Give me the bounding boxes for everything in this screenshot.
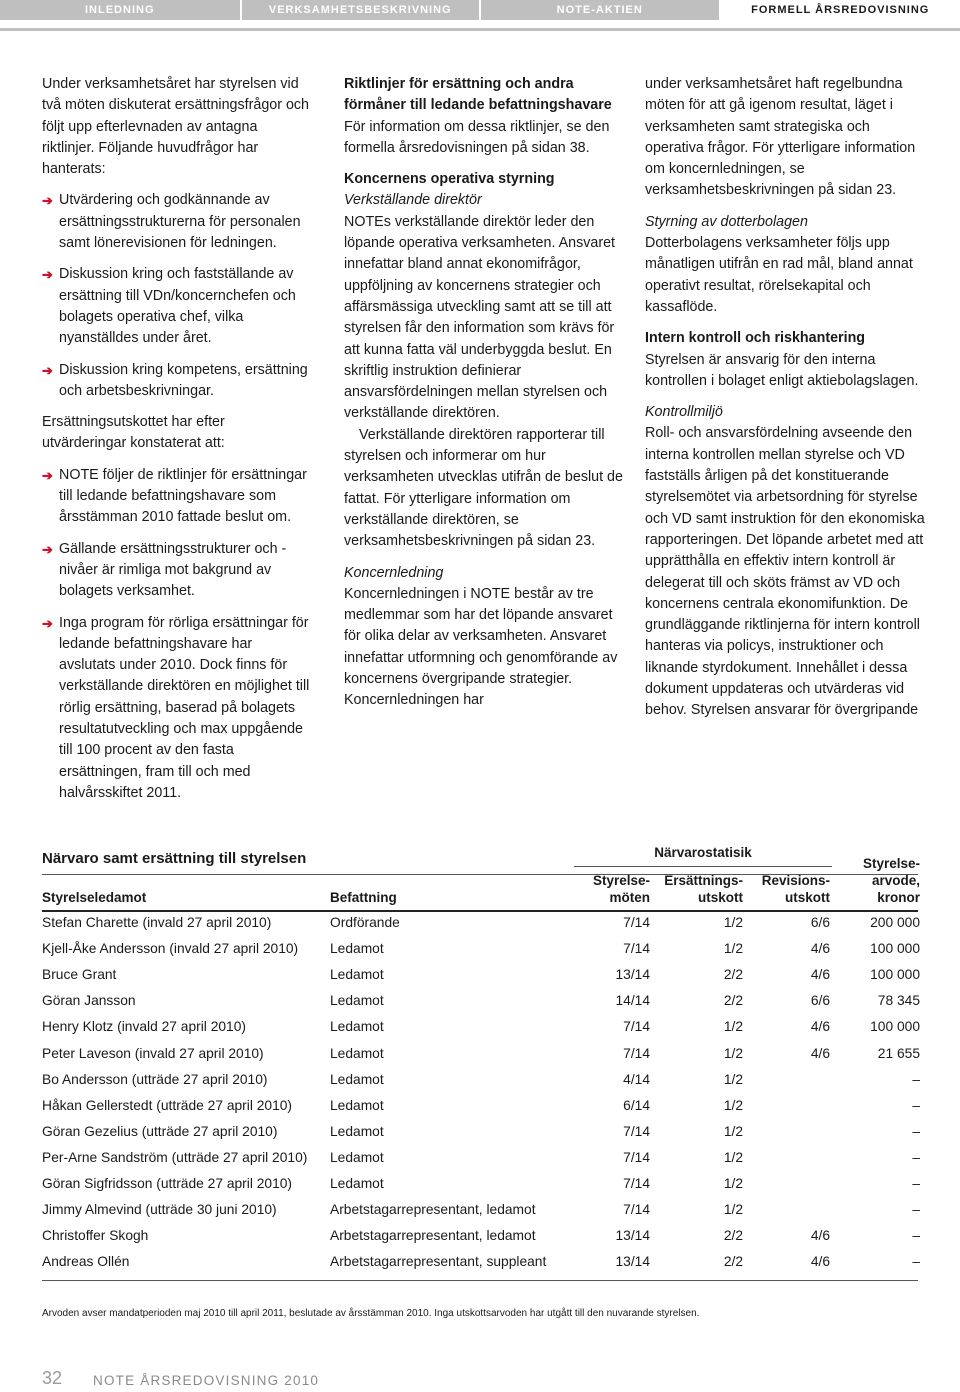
cell-comp-committee: 1/2 [723,1097,743,1113]
cell-comp-committee: 2/2 [723,1228,743,1244]
header-line: Styrelse- [592,873,650,888]
cell-board-meetings: 13/14 [615,967,650,983]
table-row [0,941,960,967]
bullet-item [42,190,310,254]
cell-board-meetings: 7/14 [623,1045,650,1061]
tab-formell-arsredovisning[interactable]: FORMELL ÅRSREDOVISNING [721,0,960,20]
subheading: Kontrollmiljö [645,404,723,421]
cell-board-fee: 100 000 [870,1019,920,1035]
cell-audit-committee: 4/6 [810,967,830,983]
text-column-2 [344,74,624,712]
header-line: Revisions- [761,873,830,888]
text-column-3 [645,74,925,722]
cell-member-name: Göran Gezelius (utträde 27 april 2010) [42,1123,278,1139]
header-line: kronor [877,890,920,905]
bullet-item [42,465,310,529]
paragraph: Under verksamhetsåret har styrelsen vid två möten diskuterat ersättningsfrågor och följt upp efterlevnaden av antagna riktlinjer. Följande huvudfrågor har hanterats: [42,76,310,178]
cell-board-fee: – [912,1149,920,1165]
cell-member-name: Stefan Charette (invald 27 april 2010) [42,915,272,930]
subheading: Koncernledning [344,564,444,581]
cell-position: Arbetstagarrepresentant, ledamot [330,1202,536,1218]
header-line: Ersättnings- [664,873,743,888]
table-bottom-rule [42,1280,918,1281]
cell-position: Ledamot [330,1176,384,1191]
cell-position: Ordförande [330,915,400,930]
cell-position: Ledamot [330,1019,384,1035]
cell-position: Arbetstagarrepresentant, suppleant [330,1254,547,1270]
bullet-item [42,613,310,805]
bullet-item [42,360,310,403]
paragraph: Verkställande direktören rapporterar till styrelsen och informerar om hur verksamheten utvecklas utifrån de beslut de fattat. För ytterligare information om verkställande direktören, se verksamhetsbeskrivningen på sidan 23. [344,426,623,550]
cell-board-fee: 200 000 [870,915,920,930]
cell-member-name: Henry Klotz (invald 27 april 2010) [42,1019,246,1035]
cell-member-name: Håkan Gellerstedt (utträde 27 april 2010) [42,1097,293,1113]
cell-comp-committee: 1/2 [723,1045,743,1061]
cell-audit-committee: 4/6 [810,1254,830,1270]
cell-board-fee: – [912,1097,920,1113]
cell-comp-committee: 1/2 [723,1019,743,1035]
tab-verksamhetsbeskrivning[interactable]: VERKSAMHETSBESKRIVNING [242,0,480,20]
cell-comp-committee: 2/2 [723,993,743,1009]
table-row [0,993,960,1019]
cell-board-fee: – [912,1071,920,1087]
cell-board-meetings: 7/14 [623,1149,650,1165]
table-row [0,1098,960,1124]
cell-comp-committee: 1/2 [723,1071,743,1087]
cell-board-meetings: 13/14 [615,1254,650,1270]
cell-board-meetings: 7/14 [623,1176,650,1191]
cell-board-meetings: 7/14 [623,915,650,930]
cell-position: Ledamot [330,993,384,1009]
cell-member-name: Bo Andersson (utträde 27 april 2010) [42,1071,268,1087]
group-header-rule [574,866,832,867]
bullet-text: NOTE följer de riktlinjer för ersättningar till ledande befattningshavare som årsstämman 2010 fattade beslut om. [59,466,307,526]
cell-member-name: Jimmy Almevind (utträde 30 juni 2010) [42,1202,277,1218]
cell-member-name: Göran Sigfridsson (utträde 27 april 2010) [42,1176,293,1191]
cell-position: Ledamot [330,1045,384,1061]
cell-board-fee: 21 655 [877,1045,920,1061]
header-line: möten [609,890,650,905]
table-row [0,915,960,941]
cell-member-name: Peter Laveson (invald 27 april 2010) [42,1045,264,1061]
tab-inledning[interactable]: INLEDNING [0,0,240,20]
cell-board-meetings: 13/14 [615,1228,650,1244]
cell-audit-committee: 6/6 [810,915,830,930]
paragraph: För information om dessa riktlinjer, se den formella årsredovisningen på sidan 38. [344,118,610,156]
cell-member-name: Bruce Grant [42,967,117,983]
section-heading: Intern kontroll och riskhantering [645,330,866,347]
paragraph: NOTEs verkställande direktör leder den löpande operativa verksamheten. Ansvaret innefattar bland annat ekonomifrågor, uppföljning av koncernens strategier och affärsmässiga utveckling samt att se till att styrelsen får den information som krävs för att kunna fatta väl underbyggda beslut. En skriftlig instruktion definierar ansvarsfördelningen mellan styrelsen och verkställande direktören. [344,213,616,422]
table-row [0,1046,960,1072]
cell-board-meetings: 4/14 [623,1071,650,1087]
paragraph: Roll- och ansvarsfördelning avseende den interna kontrollen mellan styrelse och VD fastställs årligen på det konstituerande styrelsemötet via arbetsordning för styrelse och VD samt instruktion för den ekonomiska rapporteringen. Det löpande arbetet med att upprätthålla en effektiv intern kontroll är delegerat till och sköts främst av VD och koncernens centrala ekonomifunktion. De grundläggande riktlinjerna för intern kontroll hanteras via policys, instruktioner och liknande styrdokument. Innehållet i dessa dokument uppdateras och utvärderas vid behov. Styrelsen ansvarar för övergripande [645,425,925,719]
cell-board-fee: – [912,1254,920,1270]
header-line: utskott [785,890,830,905]
bullet-text: Utvärdering och godkännande av ersättningsstrukturerna för personalen samt lönerevisionen för ledningen. [59,192,301,252]
cell-member-name: Kjell-Åke Andersson (invald 27 april 2010) [42,941,299,957]
cell-position: Ledamot [330,1123,384,1139]
cell-comp-committee: 1/2 [723,1176,743,1191]
paragraph: under verksamhetsåret haft regelbundna möten för att gå igenom resultat, läget i verksamheten samt strategiska och operativa frågor. För ytterligare information om koncernledningen, se verksamhetsbeskrivningen på sidan 23. [645,76,916,199]
col-header-board-fee [863,855,920,906]
cell-comp-committee: 1/2 [723,1202,743,1218]
table-group-header: Närvarostatisik [654,845,752,860]
cell-board-fee: – [912,1123,920,1139]
cell-board-meetings: 6/14 [623,1097,650,1113]
cell-comp-committee: 2/2 [723,967,743,983]
bullet-text: Inga program för rörliga ersättningar för ledande befattningshavare har avslutats under 2010. Dock finns för verkställande direktören en möjlighet till rörlig ersättning, baserad på bolagets resultatutveckling och max uppgående till 100 procent av den fasta ersättningen, fram till och med halvårsskiftet 2011. [59,614,310,801]
cell-position: Ledamot [330,941,384,957]
table-row [0,1072,960,1098]
table-row [0,1254,960,1280]
cell-comp-committee: 2/2 [723,1254,743,1270]
section-heading: Riktlinjer för ersättning och andra förmåner till ledande befattningshavare [344,76,612,114]
col-header-meetings [593,872,650,906]
text-column-1 [42,74,310,804]
bullet-item [42,264,310,349]
table-row [0,1019,960,1045]
cell-audit-committee: 4/6 [810,1019,830,1035]
table-footnote: Arvoden avser mandatperioden maj 2010 till april 2011, beslutade av årsstämman 2010. Inga utskottsarvoden har utgått till den nuvarande styrelsen. [42,1308,700,1319]
cell-audit-committee: 4/6 [810,1045,830,1061]
cell-member-name: Christoffer Skogh [42,1228,149,1244]
publication-name: NOTE ÅRSREDOVISNING 2010 [93,1373,320,1388]
cell-board-fee: 78 345 [877,993,920,1009]
cell-position: Ledamot [330,1149,384,1165]
bullet-text: Gällande ersättningsstrukturer och -nivåer är rimliga mot bakgrund av bolagets verksamhet. [59,540,287,600]
section-heading: Koncernens operativa styrning [344,171,555,188]
cell-member-name: Per-Arne Sandström (utträde 27 april 2010) [42,1149,308,1165]
cell-board-meetings: 7/14 [623,941,650,957]
subheading: Styrning av dotterbolagen [645,213,808,230]
arrow-right-icon: ➔ [42,541,53,557]
col-header-comp-committee [664,872,743,906]
nav-divider [0,28,960,31]
cell-member-name: Göran Jansson [42,993,136,1009]
table-row [0,1202,960,1228]
arrow-right-icon: ➔ [42,467,53,483]
cell-board-fee: – [912,1228,920,1244]
arrow-right-icon: ➔ [42,615,53,631]
cell-board-fee: – [912,1202,920,1218]
table-row [0,967,960,993]
table-header-rule [42,910,918,912]
cell-board-meetings: 7/14 [623,1123,650,1139]
cell-position: Arbetstagarrepresentant, ledamot [330,1228,536,1244]
col-header-name: Styrelseledamot [42,890,147,905]
table-title: Närvaro samt ersättning till styrelsen [42,850,307,867]
cell-comp-committee: 1/2 [723,915,743,930]
paragraph: Koncernledningen i NOTE består av tre medlemmar som har det löpande ansvaret för olika delar av verksamheten. Ansvaret innefattar utformning och genomförande av koncernens övergripande strategier. Koncernledningen har [344,585,618,709]
cell-board-fee: – [912,1176,920,1191]
cell-board-meetings: 14/14 [615,993,650,1009]
arrow-right-icon: ➔ [42,362,53,378]
paragraph: Dotterbolagens verksamheter följs upp månatligen utifrån en rad mål, bland annat operativt resultat, rörelsekapital och kassaflöde. [645,235,913,315]
bullet-text: Diskussion kring och fastställande av ersättning till VDn/koncernchefen och bolagets operativa chef, vilka nyanställdes under året. [59,266,296,347]
cell-audit-committee: 6/6 [810,993,830,1009]
cell-audit-committee: 4/6 [810,941,830,957]
cell-board-fee: 100 000 [870,941,920,957]
header-line: Styrelse- [862,856,920,871]
cell-board-meetings: 7/14 [623,1202,650,1218]
cell-position: Ledamot [330,967,384,983]
header-line: arvode, [871,873,920,888]
cell-board-meetings: 7/14 [623,1019,650,1035]
arrow-right-icon: ➔ [42,267,53,283]
tab-note-aktien[interactable]: NOTE-AKTIEN [481,0,719,20]
col-header-position: Befattning [330,890,397,905]
section-nav [0,0,960,28]
cell-comp-committee: 1/2 [723,1149,743,1165]
col-header-audit-committee [762,872,830,906]
paragraph: Ersättningsutskottet har efter utvärderingar konstaterat att: [42,414,225,452]
table-row [0,1228,960,1254]
bullet-item [42,539,310,603]
bullet-text: Diskussion kring kompetens, ersättning och arbetsbeskrivningar. [59,361,308,399]
cell-comp-committee: 1/2 [723,941,743,957]
cell-position: Ledamot [330,1071,384,1087]
paragraph: Styrelsen är ansvarig för den interna kontrollen i bolaget enligt aktiebolagslagen. [645,351,919,389]
cell-board-fee: 100 000 [870,967,920,983]
arrow-right-icon: ➔ [42,193,53,209]
subheading: Verkställande direktör [344,192,482,209]
table-row [0,1176,960,1202]
header-line: utskott [698,890,743,905]
cell-member-name: Andreas Ollén [42,1254,130,1270]
table-row [0,1124,960,1150]
cell-comp-committee: 1/2 [723,1123,743,1139]
cell-position: Ledamot [330,1097,384,1113]
page-number: 32 [42,1368,63,1388]
cell-audit-committee: 4/6 [810,1228,830,1244]
table-row [0,1150,960,1176]
